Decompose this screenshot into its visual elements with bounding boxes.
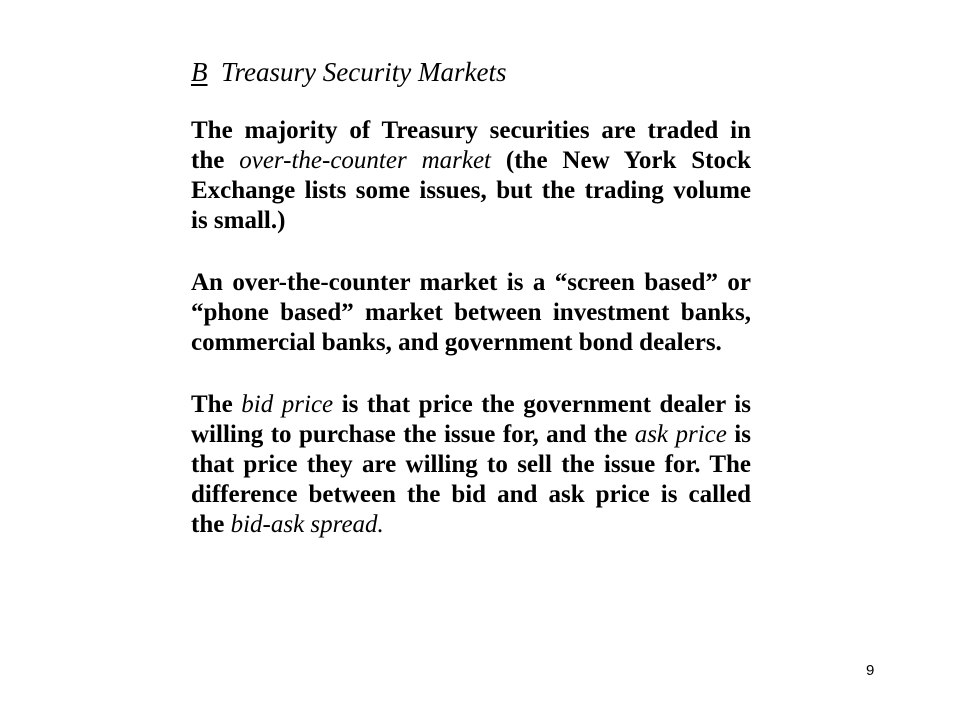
section-heading xyxy=(191,54,751,90)
italic-term: bid price xyxy=(241,391,334,418)
italic-term: over-the-counter market xyxy=(239,147,492,174)
slide-content xyxy=(191,54,751,572)
text-run: The xyxy=(191,391,242,418)
paragraph-otc-definition xyxy=(191,268,751,358)
text-run: (the New York Stock Exchange lists some issues, but the trading volume is small.) xyxy=(191,147,751,234)
section-title: Treasury Security Markets xyxy=(221,57,507,87)
text-run: The majority of Treasury securities are traded in the xyxy=(191,117,751,174)
italic-term: ask price xyxy=(634,421,727,448)
page-number: 9 xyxy=(866,662,875,679)
paragraph-otc-trading xyxy=(191,116,751,236)
text-run: An over-the-counter market is a “screen based” or “phone based” market between investment banks, commercial banks, and government bond dealers. xyxy=(191,269,751,356)
italic-term: bid-ask spread. xyxy=(230,511,384,538)
section-letter: B xyxy=(191,57,208,87)
text-run: is that price the government dealer is willing to purchase the issue for, and the xyxy=(191,391,751,448)
text-run: is that price they are willing to sell the issue for. The difference between the bid and ask price is called the xyxy=(191,421,751,538)
paragraph-bid-ask xyxy=(191,390,751,540)
